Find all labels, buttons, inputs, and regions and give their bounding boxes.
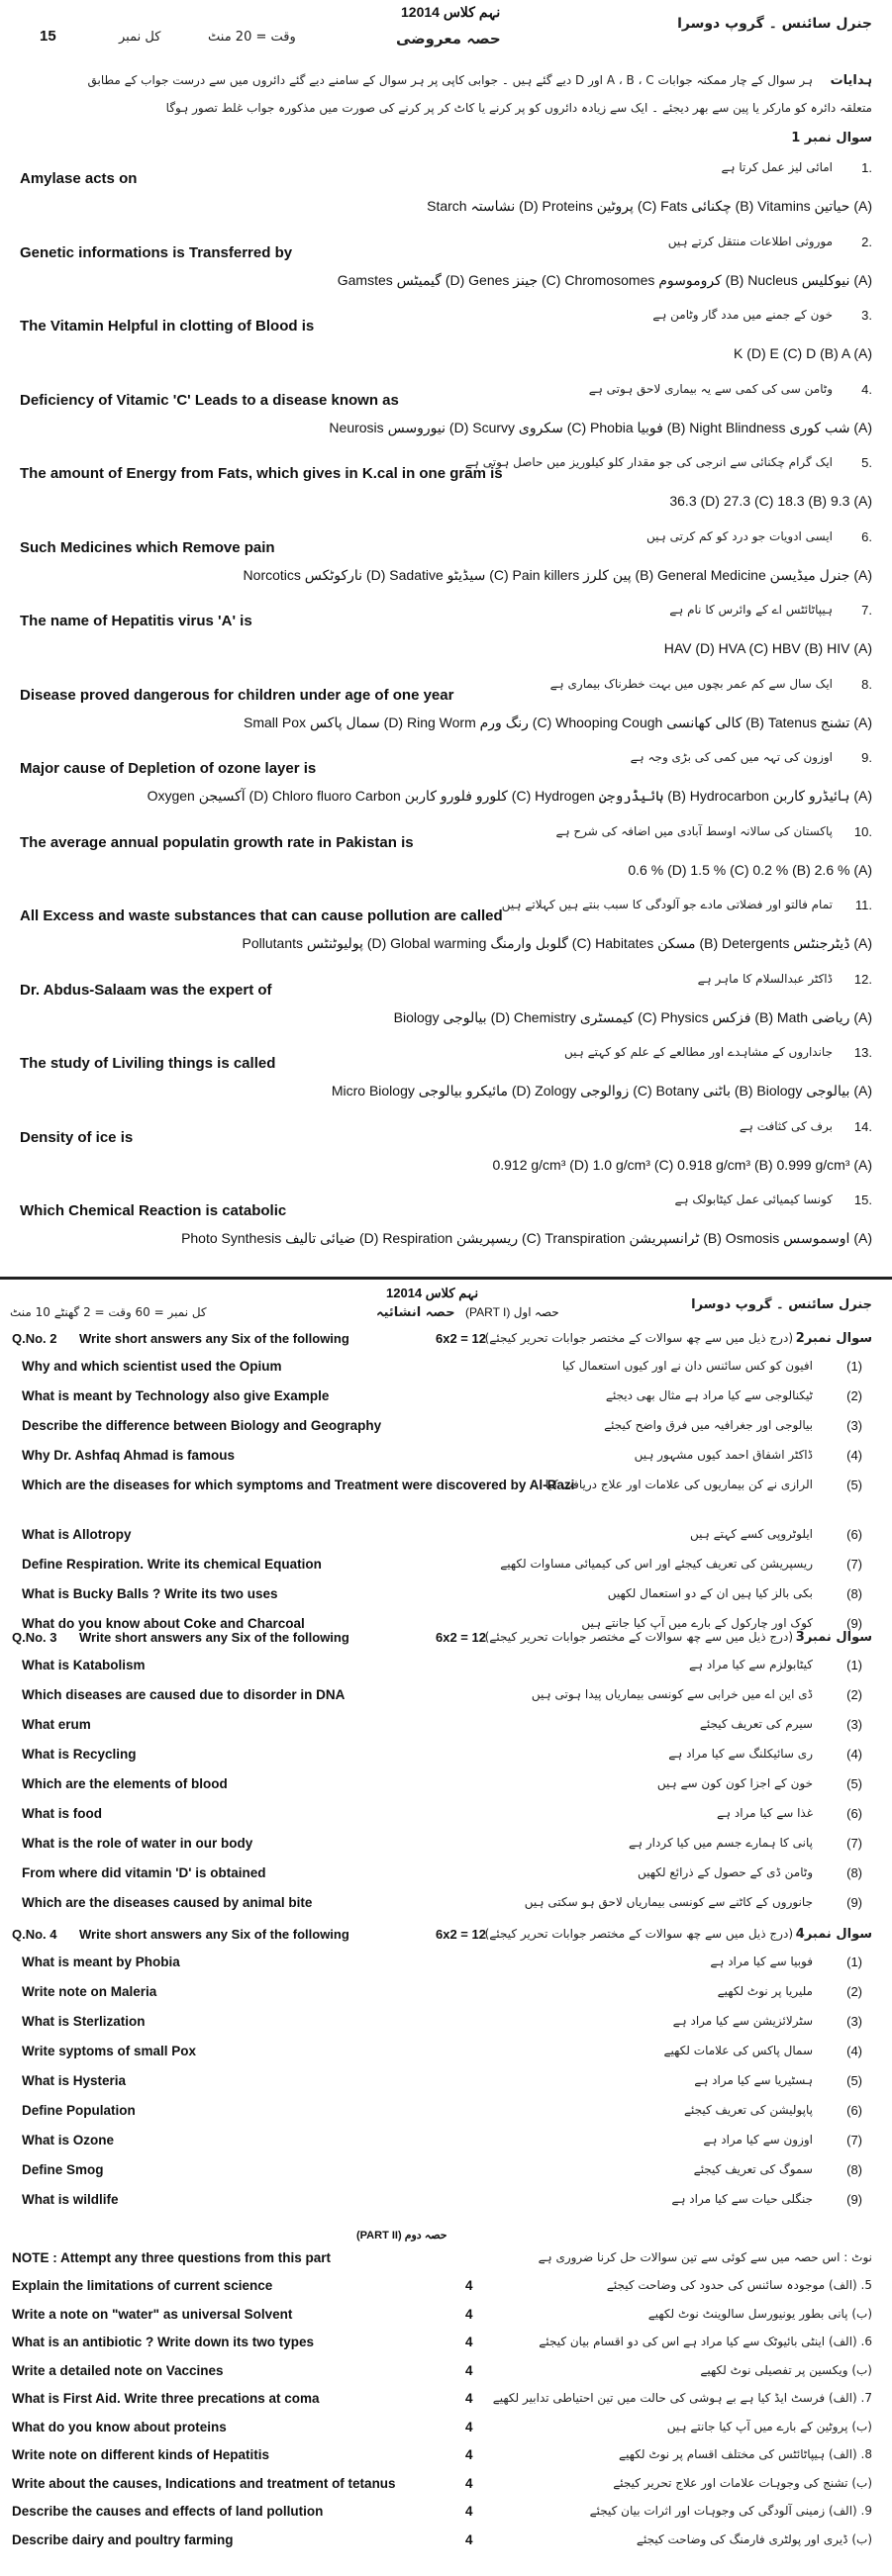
question-urdu: اوزون کی تہہ میں کمی کی بڑی وجہ ہے bbox=[630, 750, 833, 764]
short-question-urdu: کوک اور چارکول کے بارے میں آپ کیا جانتے ہیں bbox=[581, 1616, 813, 1630]
long-question-urdu: 9. (الف) زمینی آلودگی کی وجوہات اور اثرات بیان کیجئے bbox=[589, 2504, 872, 2518]
short-question: What is meant by Phobia bbox=[22, 1955, 180, 1969]
short-question-number: (4) bbox=[846, 1448, 862, 1463]
part-two-note-urdu: نوٹ : اس حصہ میں سے کوئی سے تین سوالات حل کرنا ضروری ہے bbox=[538, 2250, 872, 2264]
short-question-urdu: ڈاکٹر اشفاق احمد کیوں مشہور ہیں bbox=[634, 1448, 813, 1462]
instruction-line: ہر سوال کے چار ممکنہ جوابات A ، B ، C اور D دیے گئے ہیں ۔ جوابی کاپی پر ہر سوال کے سامنے دیے گئے دائروں میں سے درست جواب کے مطابق bbox=[87, 73, 813, 87]
short-question-urdu: سٹرلائزیشن سے کیا مراد ہے bbox=[672, 2014, 813, 2028]
short-question: What is wildlife bbox=[22, 2192, 119, 2207]
short-question-urdu: غذا سے کیا مراد ہے bbox=[716, 1806, 813, 1820]
short-question-number: (9) bbox=[846, 2192, 862, 2207]
short-question: Describe the difference between Biology and Geography bbox=[22, 1418, 382, 1433]
section-instruction: Write short answers any Six of the following bbox=[79, 1331, 349, 1346]
short-question: Why Dr. Ashfaq Ahmad is famous bbox=[22, 1448, 236, 1463]
section-label: سوال نمبر 1 bbox=[791, 131, 872, 145]
question-english: Deficiency of Vitamic 'C' Leads to a disease known as bbox=[20, 391, 399, 409]
question-urdu: کونسا کیمیائی عمل کیٹابولک ہے bbox=[674, 1193, 833, 1206]
question-number: 9. bbox=[861, 750, 872, 765]
short-question-number: (3) bbox=[846, 2014, 862, 2029]
short-question-urdu: ڈی این اے میں خرابی سے کونسی بیماریاں پیدا ہوتی ہیں bbox=[531, 1687, 813, 1701]
question-number: 11. bbox=[854, 898, 872, 912]
short-question-number: (7) bbox=[846, 1836, 862, 1851]
question-english: Density of ice is bbox=[20, 1128, 134, 1146]
long-question-urdu: 8. (الف) ہیپاٹائٹس کی مختلف اقسام پر نوٹ لکھیے bbox=[619, 2447, 872, 2461]
question-options: HAV (D) HVA (C) HBV (B) HIV (A) bbox=[663, 640, 872, 656]
question-options: Norcotics نارکوٹکس (D) Sadative سیڈیٹو (C) Pain killers پین کلرز (B) General Medicine جنرل میڈیسن (A) bbox=[243, 566, 872, 583]
short-question: Write note on Maleria bbox=[22, 1984, 157, 1999]
question-urdu: تمام فالتو اور فضلاتی مادے جو آلودگی کا سبب بنتے ہیں کہلاتے ہیں bbox=[501, 898, 833, 911]
short-question: What is the role of water in our body bbox=[22, 1836, 253, 1851]
short-question: What is Allotropy bbox=[22, 1527, 132, 1542]
question-english: Genetic informations is Transferred by bbox=[20, 243, 293, 261]
instruction-line: متعلقہ دائرہ کو مارکر یا پین سے بھر دیجئے ۔ ایک سے زیادہ دائروں کو پر کرنے یا کاٹ کر پر کرنے کی صورت میں مذکورہ جواب غلط تصور ہوگا bbox=[165, 101, 872, 115]
long-question-marks: 4 bbox=[465, 2391, 473, 2406]
instructions-label: ہدایات bbox=[830, 73, 872, 88]
question-number: 3. bbox=[861, 308, 872, 323]
short-question: Define Respiration. Write its chemical Equation bbox=[22, 1557, 322, 1572]
short-question-urdu: ریسپریشن کی تعریف کیجئے اور اس کی کیمیائی مساوات لکھیے bbox=[500, 1557, 813, 1571]
question-english: Such Medicines which Remove pain bbox=[20, 538, 275, 556]
short-question-number: (5) bbox=[846, 1478, 862, 1492]
long-question: What is First Aid. Write three precations at coma bbox=[12, 2391, 320, 2406]
short-question-urdu: اوزون سے کیا مراد ہے bbox=[703, 2133, 813, 2147]
short-question: Define Smog bbox=[22, 2162, 104, 2177]
long-question-urdu: (ب) پروٹین کے بارے میں آپ کیا جانتے ہیں bbox=[666, 2419, 872, 2433]
short-question-number: (6) bbox=[846, 1806, 862, 1821]
section-label-urdu: سوال نمبر2 bbox=[795, 1331, 872, 1346]
question-urdu: پاکستان کی سالانہ اوسط آبادی میں اضافہ کی شرح ہے bbox=[555, 823, 833, 838]
short-question-urdu: پانی کا ہمارے جسم میں کیا کردار ہے bbox=[628, 1836, 813, 1850]
question-number: 13. bbox=[853, 1045, 872, 1060]
long-question: Write a note on "water" as universal Solvent bbox=[12, 2306, 293, 2322]
short-question-number: (6) bbox=[846, 2103, 862, 2118]
long-question-urdu: (ب) پانی بطور یونیورسل سالوینٹ نوٹ لکھیے bbox=[647, 2306, 872, 2321]
long-question-marks: 4 bbox=[465, 2362, 473, 2378]
short-question: What erum bbox=[22, 1717, 91, 1732]
question-options: K (D) E (C) D (B) A (A) bbox=[734, 345, 872, 361]
long-question: Write note on different kinds of Hepatitis bbox=[12, 2447, 270, 2462]
paper-marks: کل نمبر = 60 وقت = 2 گھنٹے 10 منٹ bbox=[10, 1305, 207, 1319]
question-urdu: موروثی اطلاعات منتقل کرتے ہیں bbox=[667, 234, 833, 248]
short-question: What is Sterlization bbox=[22, 2014, 146, 2029]
short-question: What is meant by Technology also give Example bbox=[22, 1388, 330, 1403]
question-english: The Vitamin Helpful in clotting of Blood is bbox=[20, 318, 315, 334]
short-question: What is Ozone bbox=[22, 2133, 115, 2147]
short-question-urdu: افیون کو کس سائنس دان نے اور کیوں استعمال کیا bbox=[561, 1359, 813, 1373]
question-number: 4. bbox=[861, 381, 872, 397]
paper-section: حصہ معروضی bbox=[396, 30, 501, 48]
long-question-marks: 4 bbox=[465, 2306, 473, 2322]
question-number: 7. bbox=[861, 603, 872, 618]
short-question: Write syptoms of small Pox bbox=[22, 2044, 197, 2058]
long-question-marks: 4 bbox=[465, 2475, 473, 2491]
short-question-number: (8) bbox=[846, 2162, 862, 2177]
question-number: 1. bbox=[861, 160, 872, 175]
paper-class: نہم کلاس 12014 bbox=[386, 1286, 479, 1300]
long-question-urdu: (ب) ویکسین پر تفصیلی نوٹ لکھیے bbox=[700, 2362, 872, 2377]
short-question-number: (2) bbox=[846, 1388, 862, 1403]
question-urdu: ایک گرام چکنائی سے انرجی کی جو مقدار کلو کیلوریز میں حاصل ہوتی ہے bbox=[464, 455, 833, 469]
short-question-number: (9) bbox=[846, 1616, 862, 1631]
subjective-paper bbox=[0, 1284, 892, 2576]
short-question-urdu: الرازی نے کن بیماریوں کی علامات اور علاج دریافت کیا bbox=[545, 1478, 813, 1491]
short-question: What is Bucky Balls ? Write its two uses bbox=[22, 1586, 278, 1601]
short-question-urdu: جانوروں کے کاٹنے سے کونسی بیماریاں لاحق ہو سکتی ہیں bbox=[524, 1895, 813, 1909]
section-label: Q.No. 4 bbox=[12, 1927, 57, 1942]
short-question-urdu: پاپولیشن کی تعریف کیجئے bbox=[683, 2103, 813, 2117]
long-question-urdu: (ب) تشنج کی وجوہات علامات اور علاج تحریر کیجئے bbox=[613, 2475, 872, 2490]
short-question-urdu: ملیریا پر نوٹ لکھیے bbox=[717, 1984, 813, 1998]
short-question-urdu: کیٹابولزم سے کیا مراد ہے bbox=[689, 1658, 813, 1671]
short-question-number: (4) bbox=[846, 1747, 862, 1762]
long-question-urdu: 5. (الف) موجودہ سائنس کی حدود کی وضاحت کیجئے bbox=[606, 2278, 872, 2292]
question-urdu: ڈاکٹر عبدالسلام کا ماہر ہے bbox=[697, 971, 833, 986]
short-question-number: (8) bbox=[846, 1865, 862, 1880]
question-english: All Excess and waste substances that can cause pollution are called bbox=[20, 907, 503, 924]
short-question-urdu: ایلوٹروپی کسے کہتے ہیں bbox=[689, 1527, 813, 1541]
long-question: What is an antibiotic ? Write down its two types bbox=[12, 2335, 315, 2349]
question-options: 0.6 % (D) 1.5 % (C) 0.2 % (B) 2.6 % (A) bbox=[628, 861, 872, 878]
question-options: Photo Synthesis ضیائی تالیف (D) Respiration ریسپریشن (C) Transpiration ٹرانسپریشن (B) Osmosis اوسموسس (A) bbox=[181, 1230, 872, 1246]
question-number: 12. bbox=[853, 971, 872, 987]
short-question-number: (6) bbox=[846, 1527, 862, 1542]
short-question-number: (1) bbox=[846, 1359, 862, 1374]
short-question: Which are the diseases caused by animal bite bbox=[22, 1895, 313, 1910]
marks-value: 15 bbox=[40, 28, 56, 45]
long-question-marks: 4 bbox=[465, 2447, 473, 2462]
long-question-marks: 4 bbox=[465, 2335, 473, 2349]
long-question-urdu: 7. (الف) فرسٹ ایڈ کیا ہے بے ہوشی کی حالت میں تین احتیاطی تدابیر لکھیے bbox=[492, 2391, 872, 2405]
question-english: The amount of Energy from Fats, which gives in K.cal in one gram is bbox=[20, 465, 503, 482]
objective-paper bbox=[0, 0, 892, 1280]
question-english: The average annual populatin growth rate in Pakistan is bbox=[20, 833, 414, 851]
question-english: Dr. Abdus-Salaam was the expert of bbox=[20, 981, 272, 999]
section-marks: 6x2 = 12 bbox=[436, 1630, 486, 1645]
question-english: Which Chemical Reaction is catabolic bbox=[20, 1202, 287, 1219]
long-question: Explain the limitations of current science bbox=[12, 2278, 273, 2293]
question-urdu: وٹامن سی کی کمی سے یہ بیماری لاحق ہوتی ہے bbox=[588, 381, 833, 396]
section-instruction: Write short answers any Six of the following bbox=[79, 1927, 349, 1942]
paper-section: حصہ انشائیہ bbox=[376, 1305, 455, 1320]
short-question-number: (2) bbox=[846, 1984, 862, 1999]
short-question-number: (9) bbox=[846, 1895, 862, 1910]
short-question-urdu: سموگ کی تعریف کیجئے bbox=[693, 2162, 813, 2176]
question-english: Major cause of Depletion of ozone layer is bbox=[20, 760, 317, 777]
long-question-urdu: (ب) ڈیری اور پولٹری فارمنگ کی وضاحت کیجئے bbox=[636, 2531, 872, 2546]
short-question: From where did vitamin 'D' is obtained bbox=[22, 1865, 266, 1880]
long-question: What do you know about proteins bbox=[12, 2419, 227, 2434]
long-question-marks: 4 bbox=[465, 2419, 473, 2434]
part-two-title: (PART II) حصہ دوم bbox=[356, 2230, 447, 2242]
short-question-number: (2) bbox=[846, 1687, 862, 1702]
short-question: Which diseases are caused due to disorder in DNA bbox=[22, 1687, 346, 1702]
part-label: (PART I) حصہ اول bbox=[465, 1305, 559, 1319]
question-options: Neurosis نیوروسس (D) Scurvy سکروی (C) Phobia فوبیا (B) Night Blindness شب کوری (A) bbox=[329, 419, 872, 435]
short-question-urdu: جنگلی حیات سے کیا مراد ہے bbox=[671, 2192, 813, 2206]
question-options: Pollutants پولیوٹنٹس (D) Global warming گلوبل وارمنگ (C) Habitates مسکن (B) Detergents ڈیٹرجنٹس (A) bbox=[242, 935, 872, 951]
question-options: Oxygen آکسیجن (D) Chloro fluoro Carbon کلورو فلورو کاربن (C) Hydrogen ہائیڈروجن (B) Hydrocarbon ہائیڈرو کاربن (A) bbox=[147, 788, 872, 804]
question-options: Small Pox سمال پاکس (D) Ring Worm رنگ ورم (C) Whooping Cough کالی کھانسی (B) Tatenus تشنج (A) bbox=[244, 714, 872, 730]
question-options: 36.3 (D) 27.3 (C) 18.3 (B) 9.3 (A) bbox=[669, 493, 872, 509]
long-question-marks: 4 bbox=[465, 2278, 473, 2293]
question-options: Gamstes گیمیٹس (D) Genes جینز (C) Chromosomes کروموسوم (B) Nucleus نیوکلیس (A) bbox=[337, 271, 872, 288]
question-number: 14. bbox=[853, 1118, 872, 1134]
short-question-number: (7) bbox=[846, 2133, 862, 2147]
question-options: Micro Biology مائیکرو بیالوجی (D) Zology زوالوجی (C) Botany باٹنی (B) Biology بیالوجی (A) bbox=[331, 1083, 872, 1098]
long-question: Describe the causes and effects of land pollution bbox=[12, 2504, 324, 2519]
long-question-marks: 4 bbox=[465, 2531, 473, 2547]
short-question: Define Population bbox=[22, 2103, 136, 2118]
question-urdu: برف کی کثافت ہے bbox=[739, 1118, 833, 1133]
short-question-urdu: ری سائیکلنگ سے کیا مراد ہے bbox=[668, 1747, 813, 1761]
short-question: What is food bbox=[22, 1806, 102, 1821]
question-english: Amylase acts on bbox=[20, 170, 138, 187]
question-urdu: ہیپاٹائٹس اے کے وائرس کا نام ہے bbox=[669, 603, 833, 617]
question-number: 8. bbox=[861, 676, 872, 692]
question-english: The study of Liviling things is called bbox=[20, 1055, 276, 1072]
section-label: Q.No. 3 bbox=[12, 1630, 57, 1645]
short-question: What is Katabolism bbox=[22, 1658, 146, 1672]
question-english: Disease proved dangerous for children under age of one year bbox=[20, 686, 454, 704]
question-number: 5. bbox=[861, 455, 872, 470]
question-urdu: ایک سال سے کم عمر بچوں میں بہت خطرناک بیماری ہے bbox=[549, 676, 833, 691]
short-question-number: (3) bbox=[846, 1717, 862, 1732]
short-question-urdu: بکی بالز کیا ہیں ان کے دو استعمال لکھیں bbox=[607, 1586, 813, 1600]
short-question-number: (1) bbox=[846, 1955, 862, 1969]
short-question-urdu: بیالوجی اور جغرافیہ میں فرق واضح کیجئے bbox=[604, 1418, 813, 1432]
long-question-urdu: 6. (الف) اینٹی بائیوٹک سے کیا مراد ہے اس کی دو اقسام بیان کیجئے bbox=[539, 2335, 872, 2348]
section-instruction: Write short answers any Six of the following bbox=[79, 1630, 349, 1645]
short-question: Why and which scientist used the Opium bbox=[22, 1359, 282, 1374]
long-question: Describe dairy and poultry farming bbox=[12, 2531, 234, 2547]
paper-subject: جنرل سائنس ۔ گروپ دوسرا bbox=[691, 1297, 872, 1312]
paper-class: نہم کلاس 12014 bbox=[401, 4, 501, 20]
short-question-number: (5) bbox=[846, 2073, 862, 2088]
question-urdu: امائی لیز عمل کرتا ہے bbox=[721, 160, 833, 174]
short-question: What is Hysteria bbox=[22, 2073, 127, 2088]
section-instruction-urdu: (درج ذیل میں سے چھ سوالات کے مختصر جوابات تحریر کیجئے) bbox=[484, 1927, 793, 1941]
short-question: Which are the diseases for which symptoms and Treatment were discovered by Al-Razi bbox=[22, 1478, 575, 1492]
section-label: Q.No. 2 bbox=[12, 1331, 57, 1346]
short-question: Which are the elements of blood bbox=[22, 1776, 228, 1791]
short-question-urdu: سمال پاکس کی علامات لکھیے bbox=[663, 2044, 813, 2057]
question-urdu: خون کے جمنے میں مدد گار وٹامن ہے bbox=[652, 308, 833, 322]
short-question-urdu: خون کے اجزا کون کون سے ہیں bbox=[656, 1776, 813, 1790]
section-label-urdu: سوال نمبر4 bbox=[795, 1927, 872, 1942]
long-question: Write a detailed note on Vaccines bbox=[12, 2362, 224, 2378]
question-number: 15. bbox=[853, 1193, 872, 1207]
section-marks: 6x2 = 12 bbox=[436, 1927, 486, 1942]
question-urdu: جانداروں کے مشاہدے اور مطالعے کے علم کو کہتے ہیں bbox=[564, 1045, 833, 1059]
section-instruction-urdu: (درج ذیل میں سے چھ سوالات کے مختصر جوابات تحریر کیجئے) bbox=[484, 1630, 793, 1644]
short-question-urdu: وٹامن ڈی کے حصول کے ذرائع لکھیں bbox=[638, 1865, 813, 1879]
section-marks: 6x2 = 12 bbox=[436, 1331, 486, 1346]
paper-subject: جنرل سائنس ۔ گروپ دوسرا bbox=[677, 16, 872, 32]
question-number: 10. bbox=[853, 823, 872, 839]
question-number: 2. bbox=[861, 234, 872, 249]
short-question-urdu: ٹیکنالوجی سے کیا مراد ہے مثال بھی دیجئے bbox=[605, 1388, 813, 1402]
question-options: Starch نشاستہ (D) Proteins پروٹین (C) Fats چکنائی (B) Vitamins حیاتین (A) bbox=[427, 198, 872, 214]
short-question-number: (8) bbox=[846, 1586, 862, 1601]
long-question: Write about the causes, Indications and treatment of tetanus bbox=[12, 2475, 396, 2491]
part-two-note: NOTE : Attempt any three questions from this part bbox=[12, 2250, 332, 2265]
short-question-urdu: ہسٹیریا سے کیا مراد ہے bbox=[694, 2073, 813, 2087]
question-options: Biology بیالوجی (D) Chemistry کیمسٹری (C) Physics فزکس (B) Math ریاضی (A) bbox=[393, 1008, 872, 1025]
question-number: 6. bbox=[861, 528, 872, 544]
marks-label: کل نمبر bbox=[119, 30, 161, 45]
short-question: What do you know about Coke and Charcoal bbox=[22, 1616, 305, 1631]
short-question-number: (5) bbox=[846, 1776, 862, 1791]
question-options: 0.912 g/cm³ (D) 1.0 g/cm³ (C) 0.918 g/cm³ (B) 0.999 g/cm³ (A) bbox=[492, 1156, 872, 1173]
time-label: وقت = 20 منٹ bbox=[208, 30, 296, 45]
short-question-number: (3) bbox=[846, 1418, 862, 1433]
short-question-urdu: فوبیا سے کیا مراد ہے bbox=[710, 1955, 813, 1968]
short-question-number: (1) bbox=[846, 1658, 862, 1672]
short-question-urdu: سیرم کی تعریف کیجئے bbox=[699, 1717, 813, 1731]
short-question-number: (4) bbox=[846, 2044, 862, 2058]
question-urdu: ایسی ادویات جو درد کو کم کرتی ہیں bbox=[645, 528, 833, 543]
short-question: What is Recycling bbox=[22, 1747, 137, 1762]
question-english: The name of Hepatitis virus 'A' is bbox=[20, 613, 252, 629]
long-question-marks: 4 bbox=[465, 2504, 473, 2519]
short-question-number: (7) bbox=[846, 1557, 862, 1572]
section-label-urdu: سوال نمبر3 bbox=[795, 1630, 872, 1645]
section-instruction-urdu: (درج ذیل میں سے چھ سوالات کے مختصر جوابات تحریر کیجئے) bbox=[484, 1331, 793, 1345]
